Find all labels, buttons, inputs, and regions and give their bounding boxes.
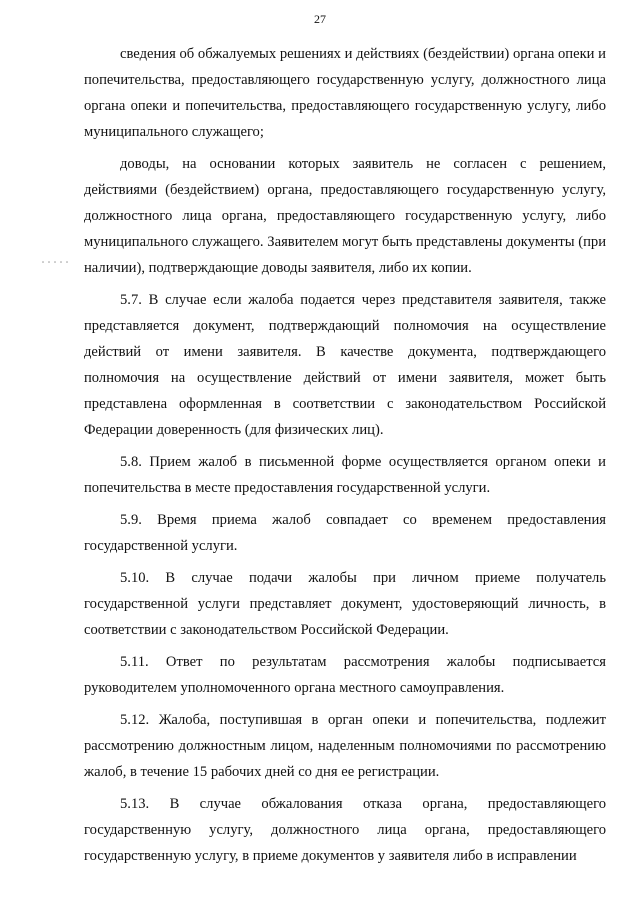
page-number: 27 — [314, 12, 326, 26]
paragraph-5-12: 5.12. Жалоба, поступившая в орган опеки и попечительства, подлежит рассмотрению должностным лицом, наделенным полномочиями по рассмотрению жалоб, в течение 15 рабочих дней со дня ее регистрации. — [84, 712, 606, 780]
paragraph-5-13: 5.13. В случае обжалования отказа органа, предоставляющего государственную услугу, должностного лица органа, предоставляющего государственную услугу, в приеме документов у заявителя либо в исправлении — [84, 796, 606, 864]
paragraph-5-8: 5.8. Прием жалоб в письменной форме осуществляется органом опеки и попечительства в месте предоставления государственной услуги. — [84, 454, 606, 496]
paragraph-applicant-arguments: доводы, на основании которых заявитель не согласен с решением, действиями (бездействием) органа, предоставляющего государственную услугу, должностного лица органа, предоставляющего государственную услугу, либо муниципального служащего. Заявителем могут быть представлены документы (при наличии), подтверждающие доводы заявителя, либо их копии. — [84, 156, 606, 276]
document-body — [84, 41, 606, 869]
margin-scan-marks — [40, 258, 70, 266]
paragraph-5-9: 5.9. Время приема жалоб совпадает со временем предоставления государственной услуги. — [84, 512, 606, 554]
paragraph-5-11: 5.11. Ответ по результатам рассмотрения жалобы подписывается руководителем уполномоченного органа местного самоуправления. — [84, 654, 606, 696]
paragraph-appeal-details: сведения об обжалуемых решениях и действиях (бездействии) органа опеки и попечительства, предоставляющего государственную услугу, должностного лица органа опеки и попечительства, предоставляющего государственную услугу, либо муниципального служащего; — [84, 46, 606, 140]
paragraph-5-7: 5.7. В случае если жалоба подается через представителя заявителя, также представляется документ, подтверждающий полномочия на осуществление действий от имени заявителя. В качестве документа, подтверждающего полномочия на осуществление действий от имени заявителя, может быть представлена оформленная в соответствии с законодательством Российской Федерации доверенность (для физических лиц). — [84, 292, 606, 438]
paragraph-5-10: 5.10. В случае подачи жалобы при личном приеме получатель государственной услуги представляет документ, удостоверяющий личность, в соответствии с законодательством Российской Федерации. — [84, 570, 606, 638]
